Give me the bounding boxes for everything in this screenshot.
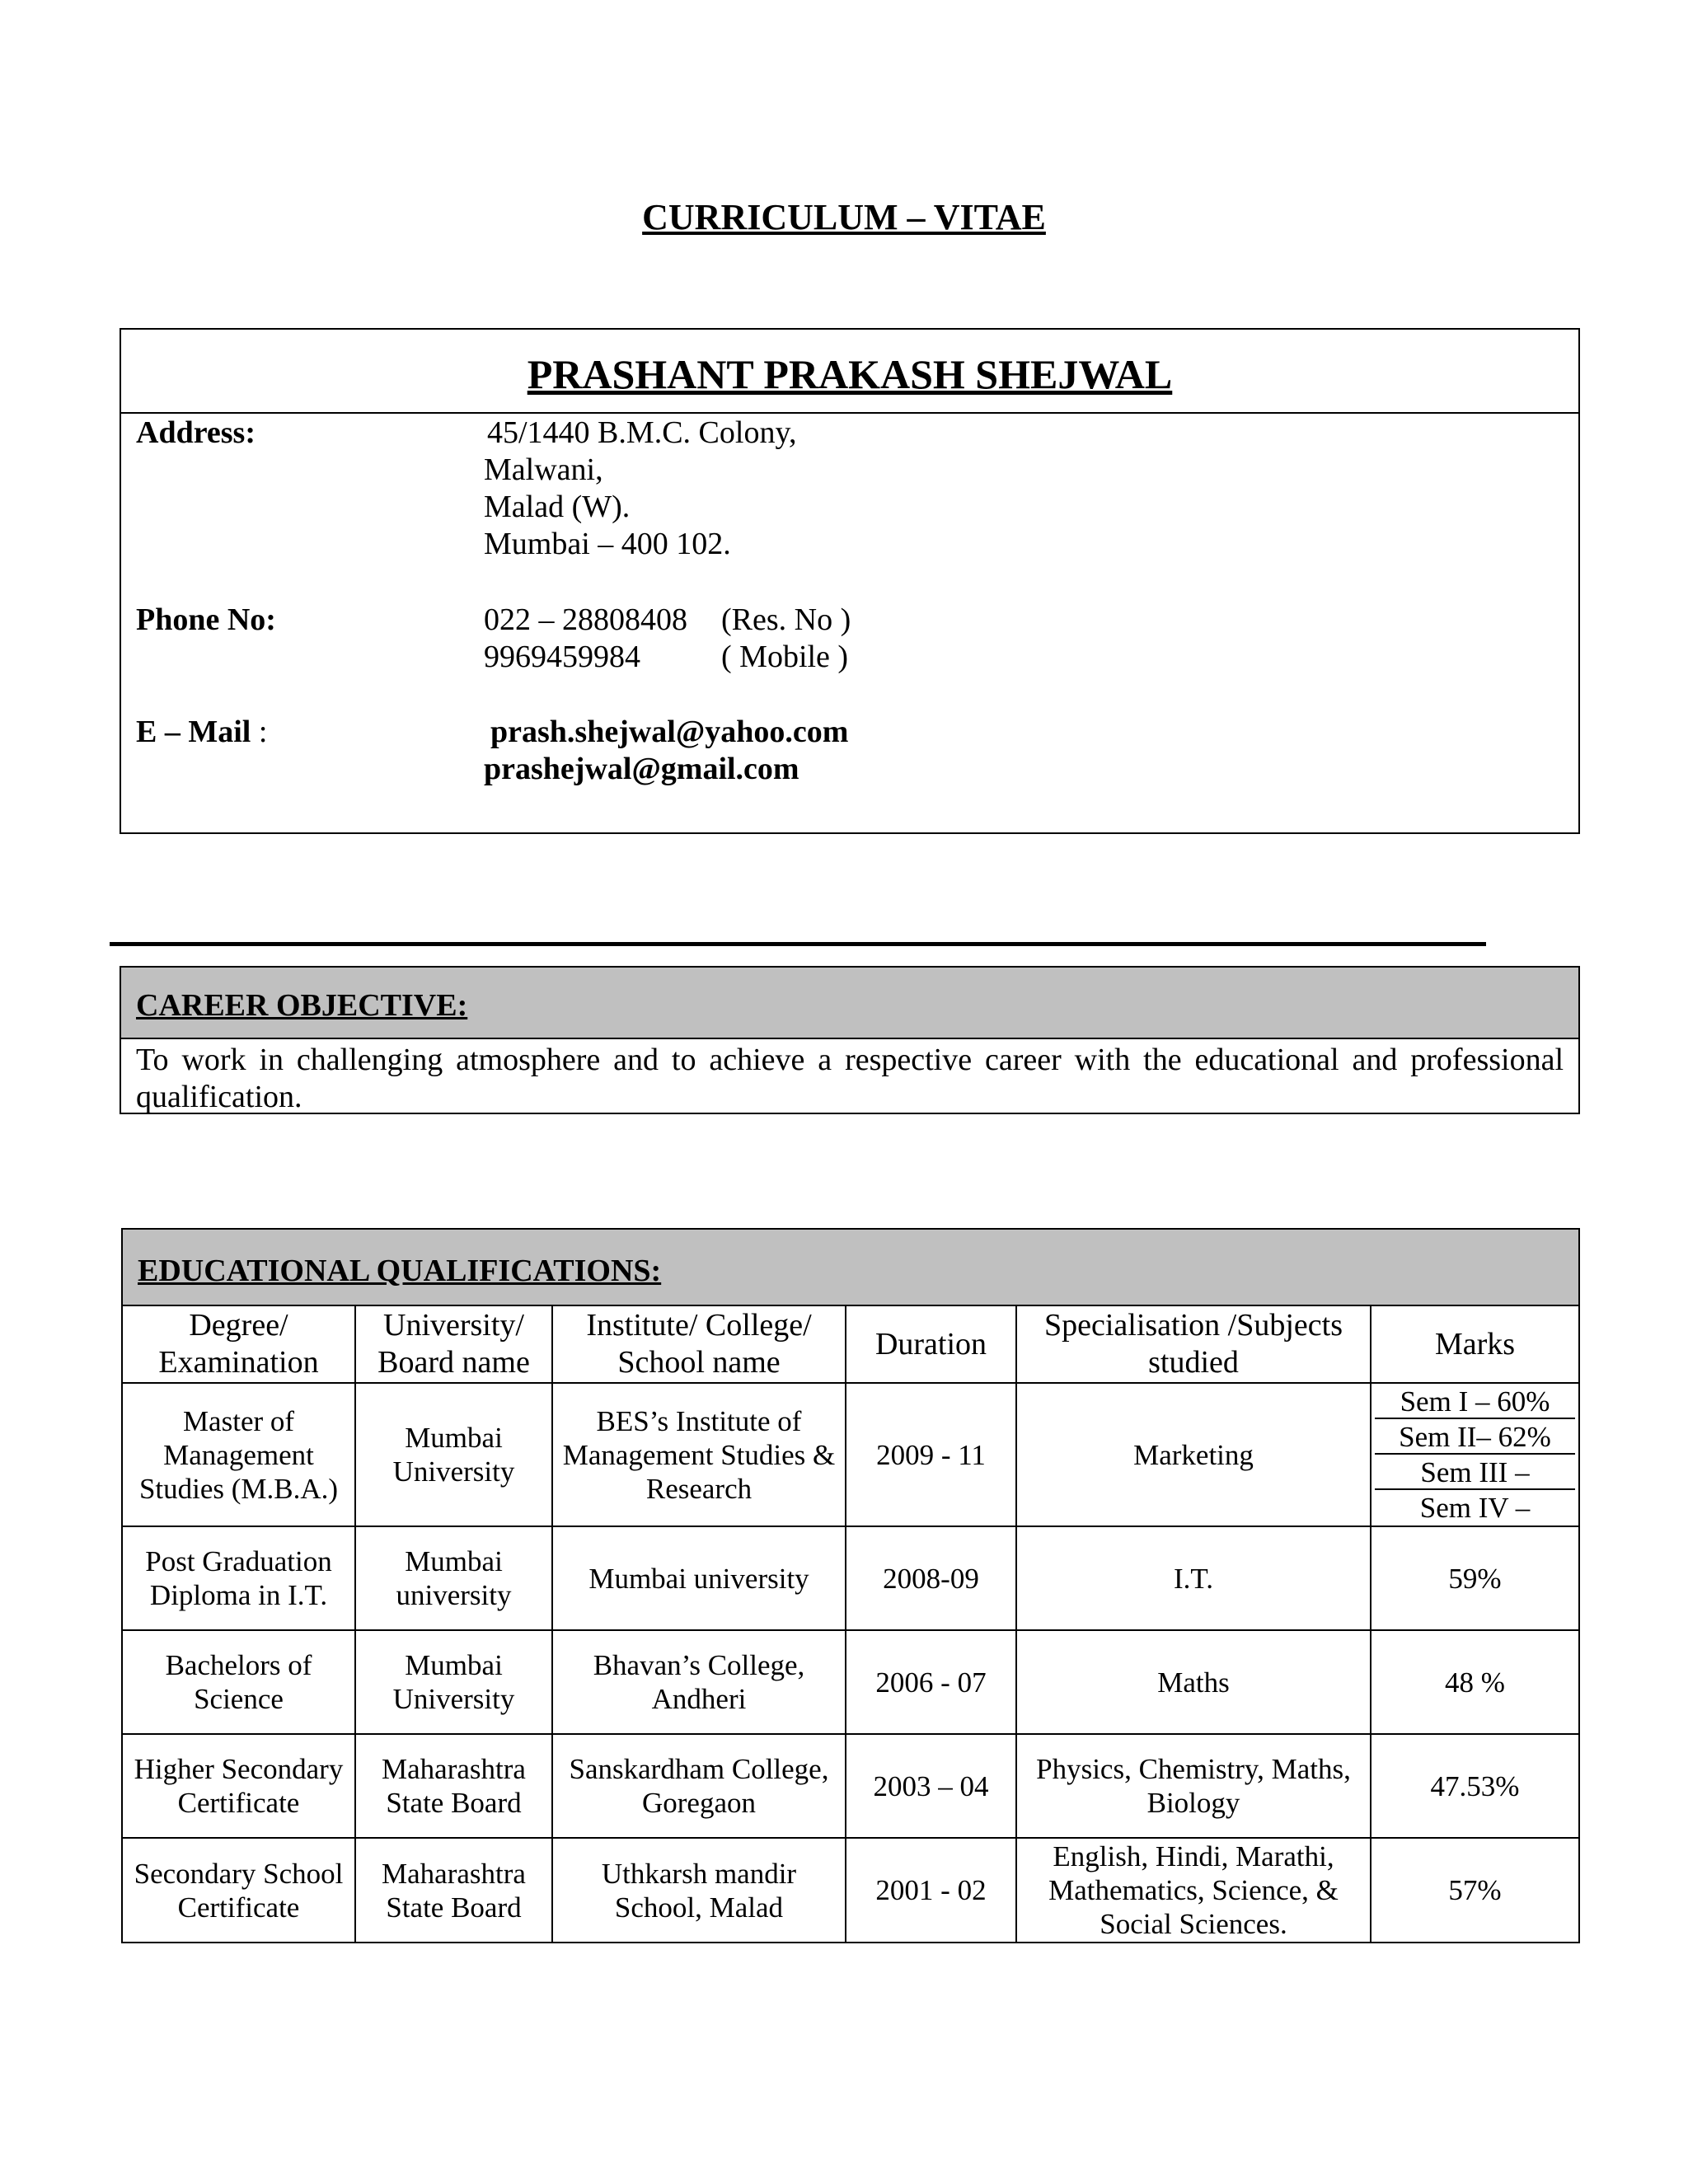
marks-cell: 57%: [1371, 1838, 1578, 1942]
address-line: 45/1440 B.M.C. Colony,: [487, 415, 797, 450]
university-cell: Mumbai University: [355, 1383, 552, 1526]
column-header: Marks: [1371, 1306, 1578, 1383]
column-header: University/ Board name: [355, 1306, 552, 1383]
education-section: [121, 1228, 1580, 1943]
university-cell: Maharashtra State Board: [355, 1734, 552, 1838]
duration-cell: 2001 - 02: [846, 1838, 1016, 1942]
semester-marks: Sem III –: [1375, 1455, 1575, 1490]
phone-type: ( Mobile ): [721, 640, 849, 674]
specialisation-cell: English, Hindi, Marathi, Mathematics, Science, & Social Sciences.: [1016, 1838, 1371, 1942]
column-header: Institute/ College/ School name: [552, 1306, 846, 1383]
phone-line: [484, 602, 851, 639]
phone-value: [484, 602, 851, 676]
address-value: [484, 415, 797, 563]
table-row: [123, 1630, 1578, 1734]
column-header: Duration: [846, 1306, 1016, 1383]
institute-cell: Uthkarsh mandir School, Malad: [552, 1838, 846, 1942]
address-line: Mumbai – 400 102.: [484, 527, 731, 561]
marks-cell: 47.53%: [1371, 1734, 1578, 1838]
phone-line: [484, 639, 851, 676]
university-cell: Mumbai University: [355, 1630, 552, 1734]
marks-cell: [1371, 1383, 1578, 1526]
column-header: Specialisation /Subjects studied: [1016, 1306, 1371, 1383]
address-line: Malwani,: [484, 452, 603, 487]
degree-cell: Post Graduation Diploma in I.T.: [123, 1526, 355, 1630]
degree-cell: Higher Secondary Certificate: [123, 1734, 355, 1838]
university-cell: Maharashtra State Board: [355, 1838, 552, 1942]
specialisation-cell: Physics, Chemistry, Maths, Biology: [1016, 1734, 1371, 1838]
marks-cell: 48 %: [1371, 1630, 1578, 1734]
semester-marks: Sem I – 60%: [1375, 1384, 1575, 1419]
document-title: CURRICULUM – VITAE: [642, 197, 1046, 237]
university-cell: Mumbai university: [355, 1526, 552, 1630]
address-label: Address:: [136, 415, 256, 450]
marks-cell: 59%: [1371, 1526, 1578, 1630]
address-line: Malad (W).: [484, 490, 631, 524]
candidate-name: PRASHANT PRAKASH SHEJWAL: [121, 330, 1578, 414]
career-objective-section: [120, 966, 1580, 1114]
email-link[interactable]: prash.shejwal@yahoo.com: [490, 715, 849, 749]
institute-cell: Bhavan’s College, Andheri: [552, 1630, 846, 1734]
table-row: [123, 1526, 1578, 1630]
table-row: [123, 1838, 1578, 1942]
institute-cell: BES’s Institute of Management Studies & Research: [552, 1383, 846, 1526]
degree-cell: Master of Management Studies (M.B.A.): [123, 1383, 355, 1526]
semester-marks: Sem IV –: [1419, 1492, 1531, 1524]
degree-cell: Secondary School Certificate: [123, 1838, 355, 1942]
table-row: [123, 1734, 1578, 1838]
career-objective-heading: CAREER OBJECTIVE:: [121, 968, 1578, 1039]
semester-marks: Sem II– 62%: [1375, 1419, 1575, 1455]
phone-number: 022 – 28808408: [484, 602, 687, 637]
institute-cell: Mumbai university: [552, 1526, 846, 1630]
duration-cell: 2003 – 04: [846, 1734, 1016, 1838]
table-header-row: [123, 1306, 1578, 1383]
table-row: [123, 1383, 1578, 1526]
email-value: [484, 714, 848, 788]
column-header: Degree/ Examination: [123, 1306, 355, 1383]
duration-cell: 2006 - 07: [846, 1630, 1016, 1734]
specialisation-cell: Maths: [1016, 1630, 1371, 1734]
section-divider: [110, 942, 1486, 946]
education-heading: EDUCATIONAL QUALIFICATIONS:: [123, 1230, 1578, 1306]
specialisation-cell: Marketing: [1016, 1383, 1371, 1526]
phone-label: Phone No:: [136, 602, 276, 637]
email-link[interactable]: prashejwal@gmail.com: [484, 752, 799, 786]
phone-type: (Res. No ): [721, 602, 851, 637]
career-objective-text: To work in challenging atmosphere and to achieve a respective career with the educational and professional qualification.: [136, 1043, 1564, 1114]
degree-cell: Bachelors of Science: [123, 1630, 355, 1734]
duration-cell: 2009 - 11: [846, 1383, 1016, 1526]
institute-cell: Sanskardham College, Goregaon: [552, 1734, 846, 1838]
phone-number: 9969459984: [484, 640, 640, 674]
specialisation-cell: I.T.: [1016, 1526, 1371, 1630]
education-table: [123, 1306, 1578, 1942]
email-label: E – Mail :: [136, 715, 268, 749]
personal-info-box: [120, 328, 1580, 834]
duration-cell: 2008-09: [846, 1526, 1016, 1630]
